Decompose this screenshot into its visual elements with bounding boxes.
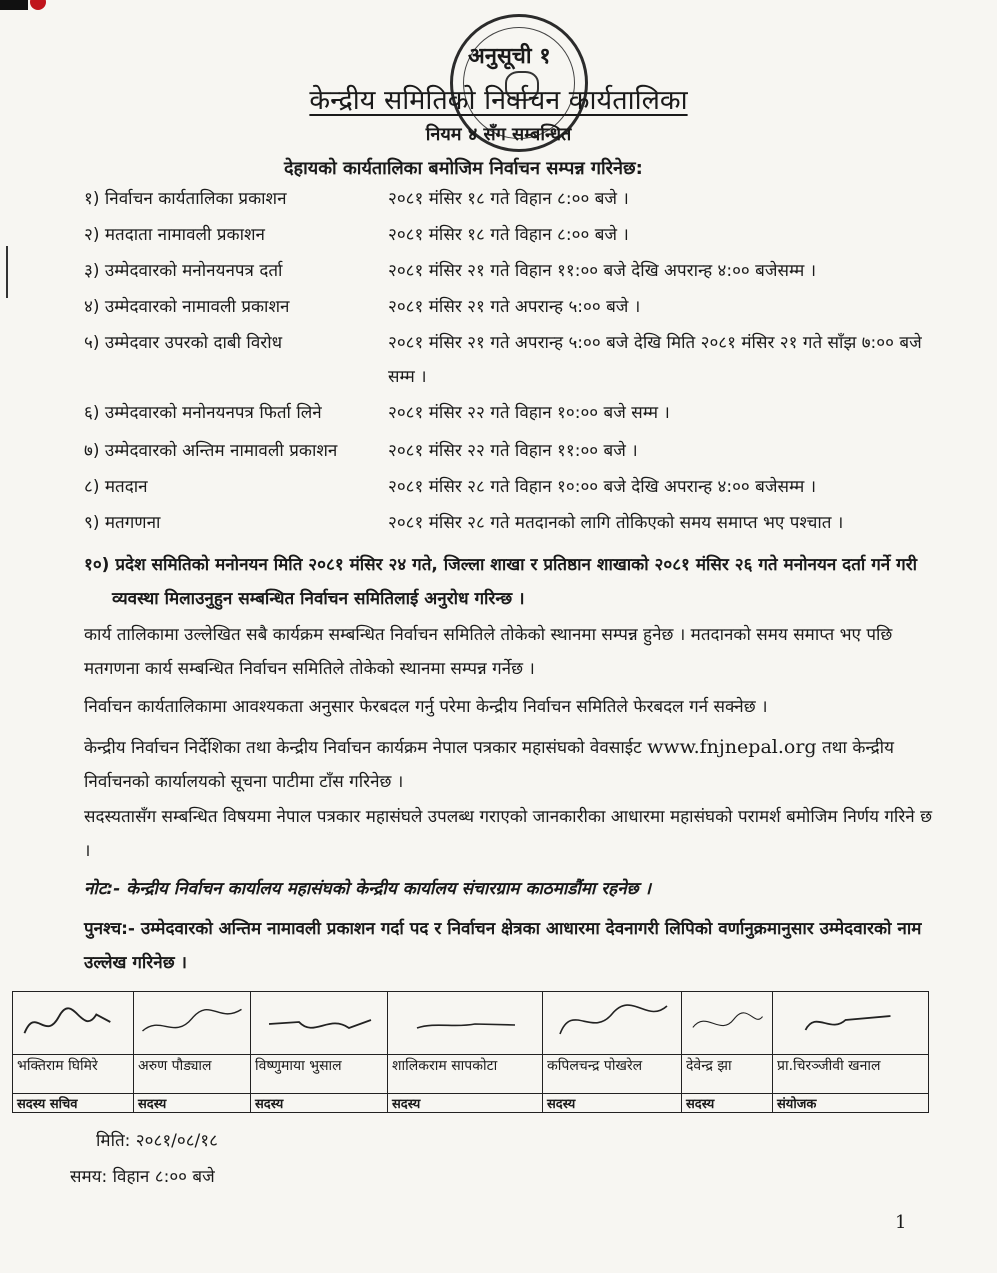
names-row [13,1055,929,1094]
signature-table [12,991,929,1113]
signatory-name: प्रा.चिरञ्जीवी खनाल [773,1055,929,1094]
signatory-name: अरुण पौड्याल [134,1055,251,1094]
signatory-name: विष्णुमाया भुसाल [251,1055,388,1094]
schedule-label: ५) उम्मेदवार उपरको दाबी विरोध [84,333,283,353]
schedule-label: ९) मतगणना [84,513,161,533]
schedule-value: २०८१ मंसिर २१ गते विहान ११:०० बजे देखि अपरान्ह ४:०० बजेसम्म । [388,261,817,281]
signatory-name: भक्तिराम घिमिरे [13,1055,134,1094]
intro-text: देहायको कार्यतालिका बमोजिम निर्वाचन सम्पन्न गरिनेछ: [284,158,643,179]
signature-row [13,992,929,1055]
signature-scribble [17,994,129,1050]
page-number: 1 [895,1212,907,1233]
schedule-label: ८) मतदान [84,477,148,497]
signature-cell [543,992,682,1055]
postscript-text: पुनश्च:- उम्मेदवारको अन्तिम नामावली प्रकाशन गर्दा पद र निर्वाचन क्षेत्रका आधारमा देवनागरी लिपिको वर्णानुक्रमानुसार उम्मेदवारको नाम उल्लेख गरिनेछ । [84,919,922,973]
signature-cell [682,992,773,1055]
schedule-label: २) मतदाता नामावली प्रकाशन [84,225,265,245]
signatory-role: संयोजक [773,1094,929,1113]
signature-cell [388,992,543,1055]
item-10-text: १०) प्रदेश समितिको मनोनयन मिति २०८१ मंसिर २४ गते, जिल्ला शाखा र प्रतिष्ठान शाखाको २०८१ मंसिर २६ गते मनोनयन दर्ता गर्ने गरी व्यवस्था मिलाउनुहुन सम्बन्धित निर्वाचन समितिलाई अनुरोध गरिन्छ । [84,555,918,609]
schedule-value: २०८१ मंसिर २१ गते अपरान्ह ५:०० बजे । [388,297,641,317]
signature-scribble [392,994,538,1050]
schedule-value: २०८१ मंसिर २२ गते विहान ११:०० बजे । [388,441,638,461]
signature-cell [134,992,251,1055]
date-line: मिति: २०८१/०८/१८ [96,1131,218,1151]
schedule-value: २०८१ मंसिर २८ गते विहान १०:०० बजे देखि अपरान्ह ४:०० बजेसम्म । [388,477,817,497]
website-url: www.fnjnepal.org [647,736,817,758]
signature-scribble [777,994,924,1050]
page-title [0,80,997,117]
schedule-label: ६) उम्मेदवारको मनोनयनपत्र फिर्ता लिने [84,403,322,423]
signature-cell [13,992,134,1055]
schedule-label: ७) उम्मेदवारको अन्तिम नामावली प्रकाशन [84,441,338,461]
signatory-role: सदस्य सचिव [13,1094,134,1113]
publication-text-end: तथा केन्द्रीय निर्वाचनको कार्यालयको सूचना पाटीमा टाँस गरिनेछ । [84,738,894,792]
margin-mark [6,246,8,298]
signatory-role: सदस्य [543,1094,682,1113]
schedule-label: ३) उम्मेदवारको मनोनयनपत्र दर्ता [84,261,283,281]
signature-scribble [138,994,246,1050]
signature-scribble [255,994,383,1050]
signature-scribble [686,994,768,1050]
signatory-name: शालिकराम सापकोटा [388,1055,543,1094]
paragraph-publication [84,730,934,799]
schedule-label: ४) उम्मेदवारको नामावली प्रकाशन [84,297,290,317]
schedule-value: २०८१ मंसिर २२ गते विहान १०:०० बजे सम्म । [388,403,670,423]
schedule-value: २०८१ मंसिर १८ गते विहान ८:०० बजे । [388,189,629,209]
signatory-name: कपिलचन्द्र पोखरेल [543,1055,682,1094]
paragraph-changes: निर्वाचन कार्यतालिकामा आवश्यकता अनुसार फेरबदल गर्नु परेमा केन्द्रीय निर्वाचन समितिले फेरबदल गर्न सक्नेछ । [84,697,768,717]
page-subtitle: नियम ४ सँग सम्बन्धित [425,124,572,145]
signatory-role: सदस्य [388,1094,543,1113]
note-text: नोट:- केन्द्रीय निर्वाचन कार्यालय महासंघको केन्द्रीय कार्यालय संचारग्राम काठमाडौंमा रहनेछ । [84,879,651,899]
signature-cell [773,992,929,1055]
annex-label: अनुसूची १ [468,44,551,69]
signatory-role: सदस्य [134,1094,251,1113]
schedule-value: २०८१ मंसिर २१ गते अपरान्ह ५:०० बजे देखि मिति २०८१ मंसिर २१ गते साँझ ७:०० बजे सम्म । [388,333,922,387]
paragraph-venue: कार्य तालिकामा उल्लेखित सबै कार्यक्रम सम्बन्धित निर्वाचन समितिले तोकेको स्थानमा सम्पन्न हुनेछ । मतदानको समय समाप्त भए पछि मतगणना कार्य सम्बन्धित निर्वाचन समितिले तोकेको स्थानमा सम्पन्न गर्नेछ । [84,625,893,679]
signatory-role: सदस्य [251,1094,388,1113]
signatory-name: देवेन्द्र झा [682,1055,773,1094]
schedule-label: १) निर्वाचन कार्यतालिका प्रकाशन [84,189,287,209]
page-title-text: केन्द्रीय समितिको निर्वाचन कार्यतालिका [309,85,688,116]
roles-row [13,1094,929,1113]
publication-text-start: केन्द्रीय निर्वाचन निर्देशिका तथा केन्द्रीय निर्वाचन कार्यक्रम नेपाल पत्रकार महासंघको वेवसाईट [84,738,648,758]
time-line: समय: विहान ८:०० बजे [70,1167,215,1187]
corner-logo [0,0,62,20]
schedule-value: २०८१ मंसिर २८ गते मतदानको लागि तोकिएको समय समाप्त भए पश्चात । [388,513,844,533]
signatory-role: सदस्य [682,1094,773,1113]
signature-cell [251,992,388,1055]
schedule-value: २०८१ मंसिर १८ गते विहान ८:०० बजे । [388,225,629,245]
signature-scribble [547,994,677,1050]
paragraph-membership: सदस्यतासँग सम्बन्धित विषयमा नेपाल पत्रकार महासंघले उपलब्ध गराएको जानकारीका आधारमा महासंघको परामर्श बमोजिम निर्णय गरिने छ । [84,807,933,861]
